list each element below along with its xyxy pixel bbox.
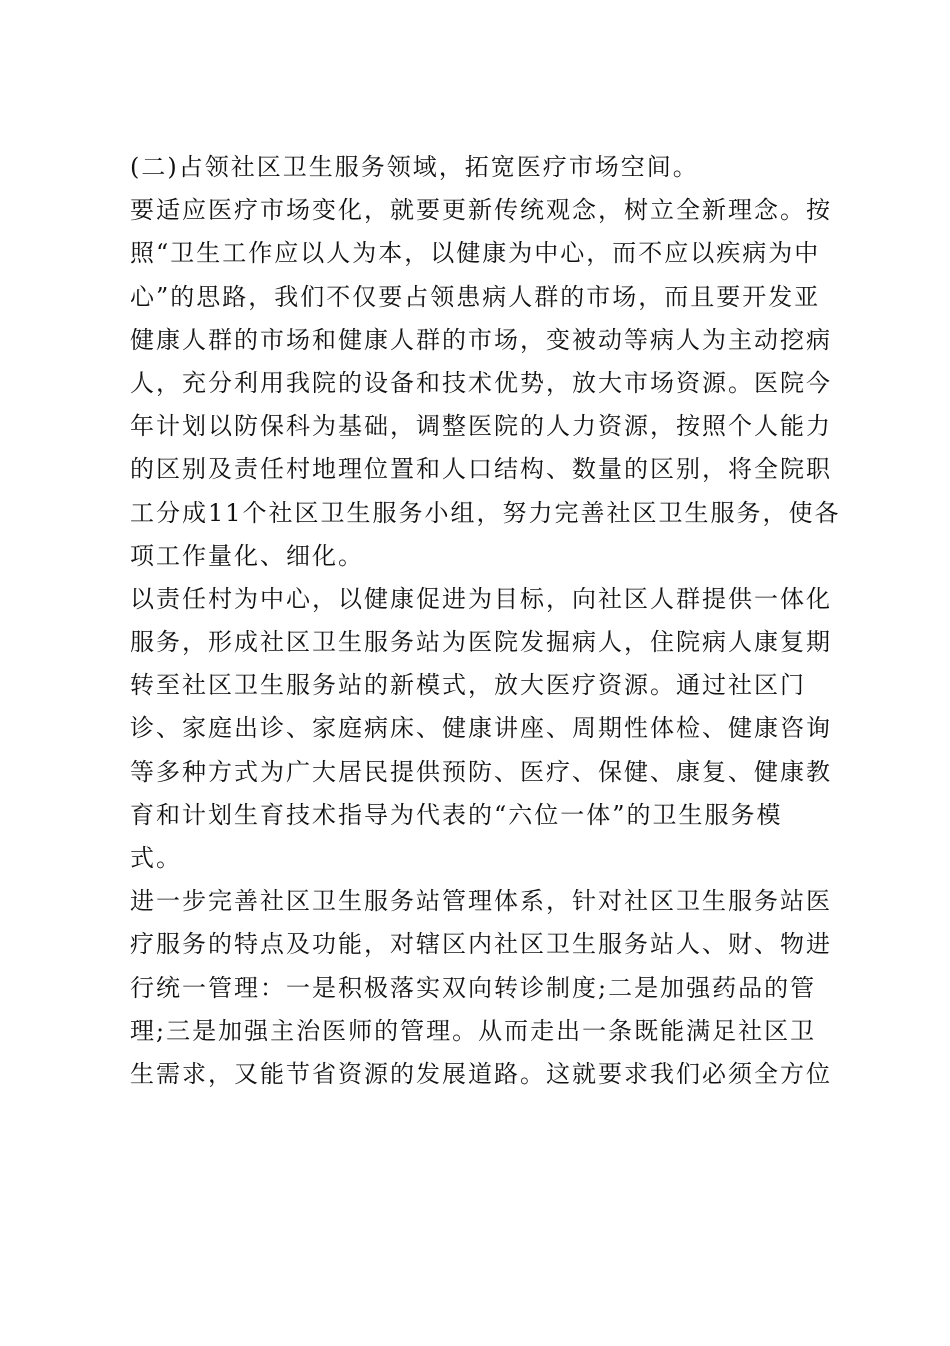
paragraph-line: 疗服务的特点及功能，对辖区内社区卫生服务站人、财、物进 bbox=[130, 930, 832, 959]
paragraph-line: 心”的思路，我们不仅要占领患病人群的市场，而且要开发亚 bbox=[130, 282, 821, 311]
paragraph-line: 生需求，又能节省资源的发展道路。这就要求我们必须全方位 bbox=[130, 1059, 832, 1088]
paragraph-line: 育和计划生育技术指导为代表的“六位一体”的卫生服务模 bbox=[130, 800, 783, 829]
paragraph-line: 照“卫生工作应以人为本，以健康为中心，而不应以疾病为中 bbox=[130, 239, 821, 268]
paragraph-line: 式。 bbox=[130, 844, 182, 872]
paragraph-line: 健康人群的市场和健康人群的市场，变被动等病人为主动挖病 bbox=[130, 325, 832, 354]
paragraph-3 bbox=[130, 880, 830, 1096]
section-heading: (二)占领社区卫生服务领域，拓宽医疗市场空间。 bbox=[130, 153, 699, 181]
paragraph-line: 人，充分利用我院的设备和技术优势，放大市场资源。医院今 bbox=[130, 368, 832, 397]
paragraph-line: 理;三是加强主治医师的管理。从而走出一条既能满足社区卫 bbox=[130, 1016, 817, 1045]
paragraph-1 bbox=[130, 189, 841, 578]
paragraph-line: 转至社区卫生服务站的新模式，放大医疗资源。通过社区门 bbox=[130, 671, 806, 700]
paragraph-line: 进一步完善社区卫生服务站管理体系，针对社区卫生服务站医 bbox=[130, 887, 832, 916]
paragraph-line: 的区别及责任村地理位置和人口结构、数量的区别，将全院职 bbox=[130, 455, 832, 484]
paragraph-line: 行统一管理：一是积极落实双向转诊制度;二是加强药品的管 bbox=[130, 973, 817, 1002]
paragraph-line: 服务，形成社区卫生服务站为医院发掘病人，住院病人康复期 bbox=[130, 628, 832, 657]
paragraph-line: 诊、家庭出诊、家庭病床、健康讲座、周期性体检、健康咨询 bbox=[130, 714, 832, 743]
paragraph-line: 要适应医疗市场变化，就要更新传统观念，树立全新理念。按 bbox=[130, 196, 832, 225]
paragraph-line: 年计划以防保科为基础，调整医院的人力资源，按照个人能力 bbox=[130, 412, 832, 441]
paragraph-line: 工分成11个社区卫生服务小组，努力完善社区卫生服务，使各 bbox=[130, 498, 841, 527]
paragraph-line: 以责任村为中心，以健康促进为目标，向社区人群提供一体化 bbox=[130, 584, 832, 613]
paragraph-line: 项工作量化、细化。 bbox=[130, 541, 364, 570]
paragraph-line: 等多种方式为广大居民提供预防、医疗、保健、康复、健康教 bbox=[130, 757, 832, 786]
paragraph-2 bbox=[130, 578, 830, 880]
document-body bbox=[130, 146, 841, 1096]
